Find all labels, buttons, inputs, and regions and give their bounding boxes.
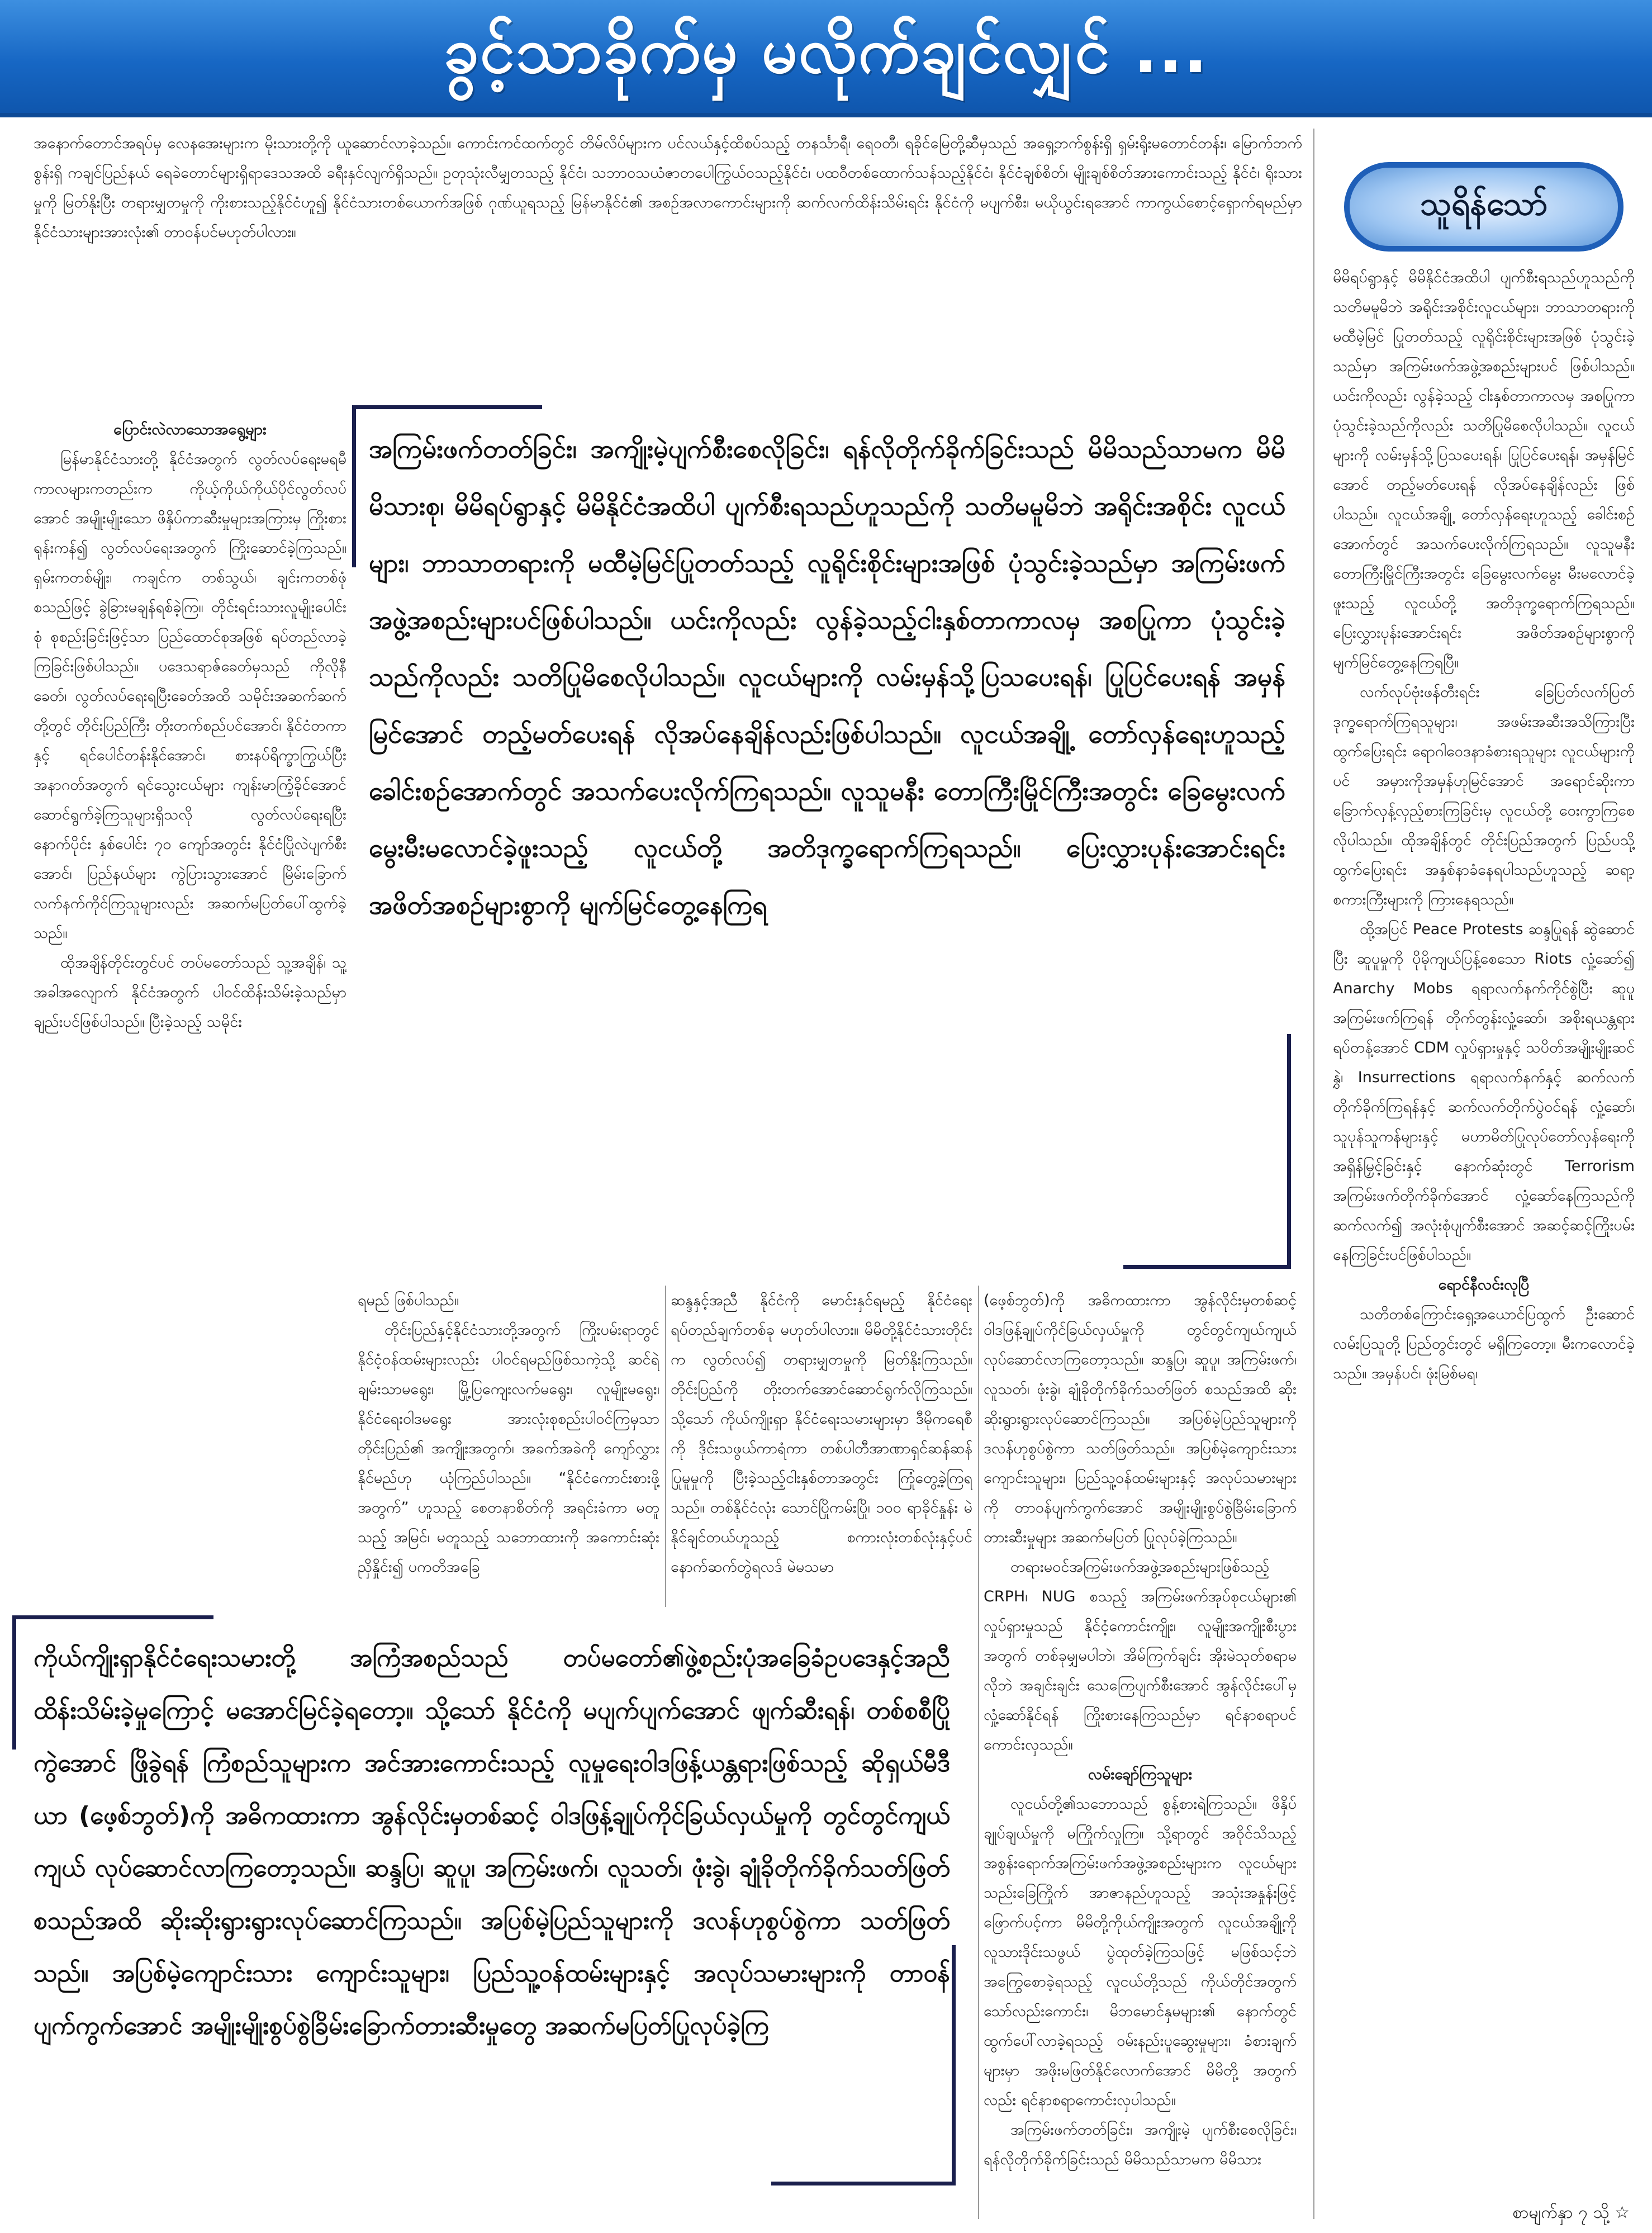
left-column xyxy=(34,415,346,1276)
body-paragraph: အကြမ်းဖက်တတ်ခြင်း၊ အကျိုးမဲ့ ပျက်စီးစေလိုခြင်း၊ ရန်လိုတိုက်ခိုက်ခြင်းသည် မိမိသည်သာမက မိမိသား xyxy=(984,2121,1297,2168)
body-paragraph: ရမည် ဖြစ်ပါသည်။ xyxy=(358,1292,459,1309)
headline-banner xyxy=(0,0,1652,117)
body-paragraph: ဆန္ဒနှင့်အညီ နိုင်ငံကို မောင်းနှင်ရမည့် နိုင်ငံရေး ရပ်တည်ချက်တစ်ခု မဟုတ်ပါလား။ မိမိတို့နိုင်ငံသားတိုင်းက လွတ်လပ်၍ တရားမျှတမှုကို မြတ်နိုးကြသည်။ တိုင်းပြည်ကို တိုးတက်အောင်ဆောင်ရွက်လိုကြသည်။ သို့သော် ကိုယ်ကျိုးရှာ နိုင်ငံရေးသမားများမှာ ဒီမိုကရေစီကို ဒိုင်းသဖွယ်ကာရံကာ တစ်ပါတီအာဏာရှင်ဆန်ဆန်ပြုမူမှုကို ပြီးခဲ့သည့်ငါးနှစ်တာအတွင်း ကြုံတွေ့ခဲ့ကြရသည်။ တစ်နိုင်ငံလုံး သောင်ပြိုကမ်းပြို၊ ၁၀၀ ရာခိုင်နှုန်း မဲနိုင်ချင်တယ်ဟူသည့် စကားလုံးတစ်လုံးနှင့်ပင် နောက်ဆက်တွဲရလဒ် မဲမသမာ xyxy=(671,1292,972,1576)
author-badge xyxy=(1344,162,1623,252)
pull-quote-1: အကြမ်းဖက်တတ်ခြင်း၊ အကျိုးမဲ့ပျက်စီးစေလိုခြင်း၊ ရန်လိုတိုက်ခိုက်ခြင်းသည် မိမိသည်သာမက မိမိမိသားစု၊ မိမိရပ်ရွာနှင့် မိမိနိုင်ငံအထိပါ ပျက်စီးရသည်ဟူသည်ကို သတိမမူမိဘဲ အရိုင်းအစိုင်း လူငယ်များ၊ ဘာသာတရားကို မထီမဲ့မြင်ပြုတတ်သည့် လူရိုင်းစိုင်းများအဖြစ် ပုံသွင်းခဲ့သည်မှာ အကြမ်းဖက်အဖွဲ့အစည်းများပင်ဖြစ်ပါသည်။ ယင်းကိုလည်း လွန်ခဲ့သည့်ငါးနှစ်တာကာလမှ အစပြုကာ ပုံသွင်းခဲ့သည်ကိုလည်း သတိပြုမိစေလိုပါသည်။ လူငယ်များကို လမ်းမှန်သို့ပြသပေးရန်၊ ပြုပြင်ပေးရန် အမှန်မြင်အောင် တည့်မတ်ပေးရန် လိုအပ်နေချိန်လည်းဖြစ်ပါသည်။ လူငယ်အချို့ တော်လှန်ရေးဟူသည့် ခေါင်းစဉ်အောက်တွင် အသက်ပေးလိုက်ကြရသည်။ လူသူမနီး တောကြီးမြိုင်ကြီးအတွင်း ခြေမွေးလက်မွေးမီးမလောင်ခဲ့ဖူးသည့် လူငယ်တို့ အတိဒုက္ခရောက်ကြရသည်။ ပြေးလွှားပုန်းအောင်းရင်း အဖိတ်အစဉ်များစွာကို မျက်မြင်တွေ့နေကြရ xyxy=(369,434,1285,920)
body-paragraph: လူငယ်တို့၏သဘောသည် စွန့်စားရဲကြသည်။ ဖိနှိပ်ချုပ်ချယ်မှုကို မကြိုက်လှုကြ။ သို့ရာတွင် အဝိုင်သိသည့် အစွန်းရောက်အကြမ်းဖက်အဖွဲ့အစည်းများက လူငယ်များ သည်းခြေကြိုက် အာဇာနည်ဟူသည့် အသုံးအနှုန်းဖြင့် ဖြောက်ပင့်ကာ မိမိတို့ကိုယ်ကျိုးအတွက် လူငယ်အချို့ကို လူသားဒိုင်းသဖွယ် ပွဲထုတ်ခဲ့ကြသဖြင့် မဖြစ်သင့်ဘဲ အကြွေစောခဲ့ရသည့် လူငယ်တို့သည် ကိုယ်တိုင်အတွက်သော်လည်းကောင်း၊ မိဘမောင်နှမများ၏ နောက်တွင် ထွက်ပေါ်လာခဲ့ရသည့် ဝမ်းနည်းပူဆွေးမှုများ၊ ခံစားချက်များမှာ အဖိုးမဖြတ်နိုင်လောက်အောင် မိမိတို့ အတွက်လည်း ရင်နာစရာကောင်းလှပါသည်။ xyxy=(984,1795,1297,2109)
column-rule xyxy=(665,1286,666,1607)
mid-column-1 xyxy=(358,1286,659,1607)
author-name: သူရိန်သော် xyxy=(1420,184,1548,222)
pull-quote-2: ကိုယ်ကျိုးရှာနိုင်ငံရေးသမားတို့ အကြံအစည်သည် တပ်မတော်၏ဖွဲ့စည်းပုံအခြေခံဥပဒေနှင့်အညီ ထိန်းသိမ်းခဲ့မှုကြောင့် မအောင်မြင်ခဲ့ရတော့။ သို့သော် နိုင်ငံကို မပျက်ပျက်အောင် ဖျက်ဆီးရန်၊ တစ်စစီပြိုကွဲအောင် ဖြိုခွဲရန် ကြံစည်သူများက အင်အားကောင်းသည့် လူမှုရေးဝါဒဖြန့်ယန္တရားဖြစ်သည့် ဆိုရှယ်မီဒီယာ (ဖေ့စ်ဘွတ်)ကို အဓိကထားကာ အွန်လိုင်းမှတစ်ဆင့် ဝါဒဖြန့်ချုပ်ကိုင်ခြယ်လှယ်မှုကို တွင်တွင်ကျယ်ကျယ် လုပ်ဆောင်လာကြတော့သည်။ ဆန္ဒပြ၊ ဆူပူ၊ အကြမ်းဖက်၊ လူသတ်၊ ဖုံးခွဲ၊ ချုံခိုတိုက်ခိုက်သတ်ဖြတ် စသည်အထိ ဆိုးဆိုးရွားရွားလုပ်ဆောင်ကြသည်။ အပြစ်မဲ့ပြည်သူများကို ဒလန်ဟုစွပ်စွဲကာ သတ်ဖြတ်သည်။ အပြစ်မဲ့ကျောင်းသား ကျောင်းသူများ၊ ပြည်သူ့ဝန်ထမ်းများနှင့် အလုပ်သမားများကို တာဝန်ပျက်ကွက်အောင် အမျိုးမျိုးစွပ်စွဲခြိမ်းခြောက်တားဆီးမှုတွေ အဆက်မပြတ်ပြုလုပ်ခဲ့ကြ xyxy=(34,1644,950,2040)
mid-column-2 xyxy=(671,1286,972,1607)
continued-marker: စာမျက်နှာ ၇ သို့ ☆ xyxy=(1512,2203,1630,2222)
mid-column-3 xyxy=(984,1286,1297,2219)
body-paragraph: မြန်မာနိုင်ငံသားတို့ နိုင်ငံအတွက် လွတ်လပ်ရေးမရမီကာလများကတည်းက ကိုယ့်ကိုယ်ကိုယ်ပိုင်လွတ်လပ်အောင် အမျိုးမျိုးသော ဖိနှိပ်ကာဆီးမှုများအကြားမှ ကြိုးစားရုန်းကန်၍ လွတ်လပ်ရေးအတွက် ကြိုးဆောင်ခဲ့ကြသည်။ ရှမ်းကတစ်မျိုး၊ ကချင်က တစ်သွယ်၊ ချင်းကတစ်ဖုံ စသည်ဖြင့် ခွဲခြားမချန်ရစ်ခဲ့ကြ။ တိုင်းရင်းသားလူမျိုးပေါင်းစုံ စုစည်းခြင်းဖြင့်သာ ပြည်ထောင်စုအဖြစ် ရပ်တည်လာခဲ့ကြခြင်းဖြစ်ပါသည်။ ပဒေသရာဇ်ခေတ်မှသည် ကိုလိုနီခေတ်၊ လွတ်လပ်ရေးရပြီးခေတ်အထိ သမိုင်းအဆက်ဆက်တို့တွင် တိုင်းပြည်ကြီး တိုးတက်စည်ပင်အောင်၊ နိုင်ငံတကာနှင့် ရင်ပေါင်တန်းနိုင်အောင်၊ စားနပ်ရိက္ခာကြွယ်ပြီး အနာဂတ်အတွက် ရင်သွေးငယ်များ ကျန်းမာကြံ့ခိုင်အောင် ဆောင်ရွက်ခဲ့ကြသူများရှိသလို လွတ်လပ်ရေးရပြီးနောက်ပိုင်း နှစ်ပေါင်း ၇၀ ကျော်အတွင်း နိုင်ငံပြိုလဲပျက်စီးအောင်၊ ပြည်နယ်များ ကွဲပြားသွားအောင် မြိမ်းခြောက်လက်နက်ကိုင်ကြသူများလည်း အဆက်မပြတ်ပေါ်ထွက်ခဲ့သည်။ xyxy=(34,451,346,942)
section-subheading: ပြောင်းလဲလာသောအရွေ့များ xyxy=(113,421,267,438)
column-rule xyxy=(1313,129,1314,2219)
body-paragraph: သတိတစ်ကြောင်းရှေ့အယောင်ပြထွက် ဦးဆောင်လမ်းပြသူတို့ ပြည်တွင်းတွင် မရှိကြတော့။ မီးကလောင်ခဲ့သည်။ အမှန်ပင်၊ ဖုံးမြစ်မရ၊ xyxy=(1333,1306,1635,1382)
body-paragraph: (ဖေ့စ်ဘွတ်)ကို အဓိကထားကာ အွန်လိုင်းမှတစ်ဆင့် ဝါဒဖြန့်ချုပ်ကိုင်ခြယ်လှယ်မှုကို တွင်တွင်ကျယ်ကျယ် လုပ်ဆောင်လာကြတော့သည်။ ဆန္ဒပြ၊ ဆူပူ၊ အကြမ်းဖက်၊ လူသတ်၊ ဖုံးခွဲ၊ ချုံခိုတိုက်ခိုက်သတ်ဖြတ် စသည်အထိ ဆိုးဆိုးရွားရွားလုပ်ဆောင်ကြသည်။ အပြစ်မဲ့ပြည်သူများကို ဒလန်ဟုစွပ်စွဲကာ သတ်ဖြတ်သည်။ အပြစ်မဲ့ကျောင်းသား ကျောင်းသူများ၊ ပြည်သူ့ဝန်ထမ်းများနှင့် အလုပ်သမားများကို တာဝန်ပျက်ကွက်အောင် အမျိုးမျိုးစွပ်စွဲခြိမ်းခြောက်တားဆီးမှုများ အဆက်မပြတ် ပြုလုပ်ခဲ့ကြသည်။ xyxy=(984,1292,1297,1546)
body-paragraph: တိုင်းပြည်နှင့်နိုင်ငံသားတို့အတွက် ကြိုးပမ်းရာတွင် နိုင်ငံ့ဝန်ထမ်းများလည်း ပါဝင်ရမည်ဖြစ်သကဲ့သို့ ဆင်ရဲချမ်းသာမရွေး၊ မြို့ပြကျေးလက်မရွေး၊ လူမျိုးမရွေး၊ နိုင်ငံရေးဝါဒမရွေး အားလုံးစုစည်းပါဝင်ကြမှသာ တိုင်းပြည်၏ အကျိုးအတွက်၊ အခက်အခဲကို ကျော်လွှားနိုင်မည်ဟု ယုံကြည်ပါသည်။ “နိုင်ငံကောင်းစားဖို့အတွက်” ဟူသည့် စေတနာစိတ်ကို အရင်းခံကာ မတူသည့် အမြင်၊ မတူသည့် သဘောထားကို အကောင်းဆုံးညှိနှိုင်း၍ ပကတိအခြေ xyxy=(358,1321,659,1576)
body-paragraph: တရားမဝင်အကြမ်းဖက်အဖွဲ့အစည်းများဖြစ်သည့် CRPH၊ NUG စသည့် အကြမ်းဖက်အုပ်စုငယ်များ၏ လှုပ်ရှားမှုသည် နိုင်ငံ့ကောင်းကျိုး၊ လူမျိုးအကျိုးစီးပွားအတွက် တစ်ခုမျှမပါဘဲ၊ အိမ်ကြက်ချင်း အိုးမဲသုတ်စရာမလိုဘဲ အချင်းချင်း သေကြေပျက်စီးအောင် အွန်လိုင်းပေါ်မှ လှုံ့ဆော်နိုင်ရန် ကြိုးစားနေကြသည်မှာ ရင်နာစရာပင်ကောင်းလှသည်။ xyxy=(984,1558,1297,1753)
body-paragraph: မိမိရပ်ရွာနှင့် မိမိနိုင်ငံအထိပါ ပျက်စီးရသည်ဟူသည်ကို သတိမမူမိဘဲ အရိုင်းအစိုင်းလူငယ်များ၊ ဘာသာတရားကို မထီမဲ့မြင် ပြုတတ်သည့် လူရိုင်းစိုင်းများအဖြစ် ပုံသွင်းခဲ့သည်မှာ အကြမ်းဖက်အဖွဲ့အစည်းများပင် ဖြစ်ပါသည်။ ယင်းကိုလည်း လွန်ခဲ့သည့် ငါးနှစ်တာကာလမှ အစပြုကာ ပုံသွင်းခဲ့သည်ကိုလည်း သတိပြုမိစေလိုပါသည်။ လူငယ်များကို လမ်းမှန်သို့ပြသပေးရန်၊ ပြုပြင်ပေးရန်၊ အမှန်မြင်အောင် တည့်မတ်ပေးရန် လိုအပ်နေချိန်လည်း ဖြစ်ပါသည်။ လူငယ်အချို့ တော်လှန်ရေးဟူသည့် ခေါင်းစဉ်အောက်တွင် အသက်ပေးလိုက်ကြရသည်။ လူသူမနီး တောကြီးမြိုင်ကြီးအတွင်း ခြေမွေးလက်မွေး မီးမလောင်ခဲ့ဖူးသည့် လူငယ်တို့ အတိဒုက္ခရောက်ကြရသည်။ ပြေးလွှားပုန်းအောင်းရင်း အဖိတ်အစဉ်များစွာကို မျက်မြင်တွေ့နေကြရပြီ။ xyxy=(1333,269,1635,671)
section-subheading: ရောင်နီလင်းလုပြီ xyxy=(1438,1276,1530,1293)
intro-paragraph: အနောက်တောင်အရပ်မှ လေနအေးများက မိုးသားတို့ကို ယူဆောင်လာခဲ့သည်။ ကောင်းကင်ထက်တွင် တိမ်လိပ်များက ပင်လယ်နှင့်ထိစပ်သည့် တနင်္သာရီ၊ ရေဝတီ၊ ရခိုင်မြေတို့ဆီမှသည် အရှေ့ဘက်စွန်းရှိ ရှမ်းရိုးမတောင်တန်း၊ မြောက်ဘက်စွန်းရှိ ကချင်ပြည်နယ် ရေခဲတောင်များရှိရာဒေသအထိ ခရီးနှင်လျက်ရှိသည်။ ဥတုသုံးလီမျှတသည့် နိုင်ငံ၊ သဘာဝသယံဇာတပေါကြွယ်ဝသည့်နိုင်ငံ၊ ပထဝီတစ်ထောက်သန်သည့်နိုင်ငံ၊ နိုင်ငံချစ်စိတ်၊ မျိုးချစ်စိတ်အားကောင်းသည့် နိုင်ငံ၊ ရိုးသားမှုကို မြတ်နိုးပြီး တရားမျှတမှုကို ကိုးစားသည့်နိုင်ငံဟူ၍ နိုင်ငံသားတစ်ယောက်အဖြစ် ဂုဏ်ယူရသည့် မြန်မာနိုင်ငံ၏ အစဉ်အလာကောင်းများကို ဆက်လက်ထိန်းသိမ်းရင်း နိုင်ငံကို မပျက်စီး၊ မယိုယွင်းရအောင် ကာကွယ်စောင့်ရှောက်ရမည်မှာ နိုင်ငံသားများအားလုံး၏ တာဝန်ပင်မဟုတ်ပါလား။ xyxy=(34,135,1302,241)
headline: ခွင့်သာခိုက်မှ မလိုက်ချင်လျှင် ... xyxy=(443,14,1209,87)
column-rule xyxy=(978,1286,979,2219)
section-subheading: လမ်းချော်ကြသူများ xyxy=(1088,1766,1193,1783)
body-paragraph: ထို့အပြင် Peace Protests ဆန္ဒပြုရန် ဆွဲဆောင်ပြီး ဆူပူမှုကို ပိုမိုကျယ်ပြန့်စေသော Riots လှုံ့ဆော်၍ Anarchy Mobs ရရာလက်နက်ကိုင်စွဲပြီး ဆူပူအကြမ်းဖက်ကြရန် တိုက်တွန်းလှုံ့ဆော်၊ အစိုးရယန္တရားရပ်တန့်အောင် CDM လှုပ်ရှားမှုနှင့် သပိတ်အမျိုးမျိုးဆင်နွှဲ၊ Insurrections ရရာလက်နက်နှင့် ဆက်လက်တိုက်ခိုက်ကြရန်နှင့် ဆက်လက်တိုက်ပွဲဝင်ရန် လှုံ့ဆော်၊ သူပုန်သူကန်များနှင့် မဟာမိတ်ပြုလုပ်တော်လှန်ရေးကို အရှိန်မြှင့်ခြင်းနှင့် နောက်ဆုံးတွင် Terrorism အကြမ်းဖက်တိုက်ခိုက်အောင် လှုံ့ဆော်နေကြသည်ကို ဆက်လက်၍ အလုံးစုံပျက်စီးအောင် အဆင့်ဆင့်ကြိုးပမ်းနေကြခြင်းပင်ဖြစ်ပါသည်။ xyxy=(1333,921,1635,1264)
right-column xyxy=(1333,263,1635,2191)
body-paragraph: လက်လုပ်ဗုံးဖန်တီးရင်း ခြေပြတ်လက်ပြတ် ဒုက္ခရောက်ကြရသူများ၊ အဖမ်းအဆီးအသိကြားပြီး ထွက်ပြေးရင်း ရောဂါဝေဒနာခံစားရသူများ လူငယ်များကိုပင် အမှားကိုအမှန်ဟုမြင်အောင် အရောင်ဆိုးကာ ခြောက်လှန့်လှည့်စားကြခြင်းမှ လူငယ်တို့ ဝေးကွာကြစေလိုပါသည်။ ထိုအချိန်တွင် တိုင်းပြည်အတွက် ပြည်ပသို့ထွက်ပြေးရင်း အနှစ်နာခံနေရပါသည်ဟူသည့် ဆရာ့စကားကြီးများကို ကြားနေရသည်။ xyxy=(1333,684,1635,908)
body-paragraph: ထိုအချိန်တိုင်းတွင်ပင် တပ်မတော်သည် သူ့အချိန်၊ သူ့အခါအလျောက် နိုင်ငံအတွက် ပါဝင်ထိန်းသိမ်းခဲ့သည်မှာ ချည်းပင်ဖြစ်ပါသည်။ ပြီးခဲ့သည့် သမိုင်း xyxy=(34,954,346,1031)
